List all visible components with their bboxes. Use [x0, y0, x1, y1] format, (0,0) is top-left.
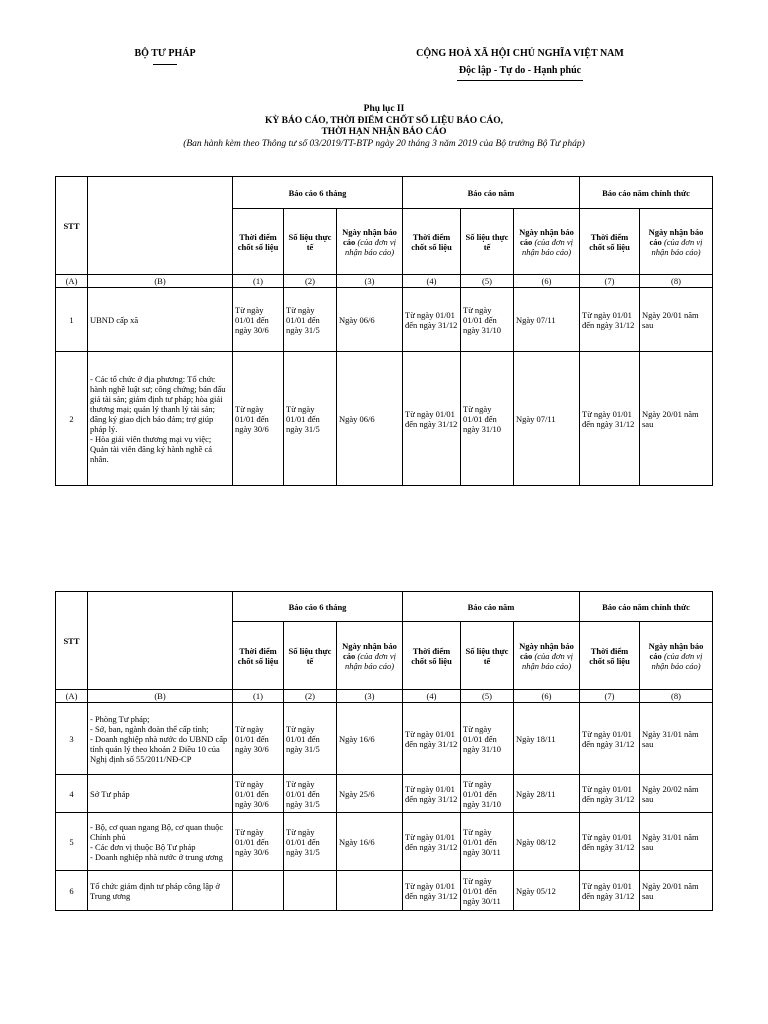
title-line-1: KỲ BÁO CÁO, THỜI ĐIỂM CHỐT SỐ LIỆU BÁO CÁO,	[265, 115, 503, 126]
column-code: (A)	[56, 275, 88, 288]
row-cell-2: Từ ngày 01/01 đến ngày 31/5	[284, 352, 337, 486]
row-cell-6: Ngày 28/11	[514, 775, 580, 813]
row-cell-1: Từ ngày 01/01 đến ngày 30/6	[233, 813, 284, 871]
row-cell-5: Từ ngày 01/01 đến ngày 31/10	[461, 352, 514, 486]
row-cell-1: Từ ngày 01/01 đến ngày 30/6	[233, 352, 284, 486]
column-code: (4)	[403, 690, 461, 703]
col-cutoff-2: Thời điểm chốt số liệu	[403, 622, 461, 690]
row-cell-1	[233, 871, 284, 911]
motto-underline	[457, 80, 583, 81]
column-code: (B)	[88, 690, 233, 703]
appendix-label: Phụ lục II	[363, 104, 405, 114]
row-cell-3: Ngày 06/6	[337, 352, 403, 486]
row-cell-7: Từ ngày 01/01 đến ngày 31/12	[580, 775, 640, 813]
row-stt: 1	[56, 288, 88, 352]
row-cell-5: Từ ngày 01/01 đến ngày 30/11	[461, 871, 514, 911]
row-cell-3	[337, 871, 403, 911]
row-cell-7: Từ ngày 01/01 đến ngày 31/12	[580, 871, 640, 911]
group-annual: Báo cáo năm	[403, 592, 580, 622]
column-code: (8)	[640, 275, 713, 288]
row-stt: 4	[56, 775, 88, 813]
row-cell-4: Từ ngày 01/01 đến ngày 31/12	[403, 775, 461, 813]
ministry-name: BỘ TƯ PHÁP	[134, 48, 196, 59]
row-cell-8: Ngày 20/02 năm sau	[640, 775, 713, 813]
column-code: (4)	[403, 275, 461, 288]
row-stt: 6	[56, 871, 88, 911]
title-subtitle: (Ban hành kèm theo Thông tư số 03/2019/TT-BTP ngày 20 tháng 3 năm 2019 của Bộ trưởng Bộ Tư pháp)	[183, 138, 585, 149]
row-cell-2	[284, 871, 337, 911]
row-cell-2: Từ ngày 01/01 đến ngày 31/5	[284, 813, 337, 871]
row-cell-8: Ngày 20/01 năm sau	[640, 871, 713, 911]
nation-name: CỘNG HOÀ XÃ HỘI CHỦ NGHĨA VIỆT NAM	[416, 48, 624, 59]
column-code-row	[56, 275, 713, 288]
row-cell-8: Ngày 20/01 năm sau	[640, 352, 713, 486]
row-cell-2: Từ ngày 01/01 đến ngày 31/5	[284, 703, 337, 775]
row-cell-5: Từ ngày 01/01 đến ngày 30/11	[461, 813, 514, 871]
row-cell-5: Từ ngày 01/01 đến ngày 31/10	[461, 288, 514, 352]
column-code: (2)	[284, 690, 337, 703]
group-official-annual: Báo cáo năm chính thức	[580, 177, 713, 209]
col-actual-2: Số liệu thực tế	[461, 622, 514, 690]
col-receive-1: Ngày nhận báo cáo (của đơn vị nhận báo cáo)	[337, 622, 403, 690]
col-name-header	[88, 592, 233, 690]
row-cell-3: Ngày 06/6	[337, 288, 403, 352]
column-code: (8)	[640, 690, 713, 703]
col-receive-1: Ngày nhận báo cáo (của đơn vị nhận báo cáo)	[337, 209, 403, 275]
column-code: (1)	[233, 275, 284, 288]
row-cell-8: Ngày 31/01 năm sau	[640, 703, 713, 775]
col-stt: STT	[56, 177, 88, 275]
row-cell-1: Từ ngày 01/01 đến ngày 30/6	[233, 775, 284, 813]
row-cell-4: Từ ngày 01/01 đến ngày 31/12	[403, 288, 461, 352]
ministry-header	[120, 48, 210, 65]
row-cell-1: Từ ngày 01/01 đến ngày 30/6	[233, 703, 284, 775]
table-row	[56, 352, 713, 486]
col-cutoff-3: Thời điểm chốt số liệu	[580, 209, 640, 275]
row-cell-5: Từ ngày 01/01 đến ngày 31/10	[461, 703, 514, 775]
row-stt: 3	[56, 703, 88, 775]
table-row	[56, 871, 713, 911]
row-cell-6: Ngày 05/12	[514, 871, 580, 911]
col-actual-1: Số liệu thực tế	[284, 622, 337, 690]
column-code: (7)	[580, 690, 640, 703]
ministry-underline	[153, 64, 177, 65]
row-cell-4: Từ ngày 01/01 đến ngày 31/12	[403, 871, 461, 911]
row-cell-7: Từ ngày 01/01 đến ngày 31/12	[580, 703, 640, 775]
row-cell-1: Từ ngày 01/01 đến ngày 30/6	[233, 288, 284, 352]
row-cell-3: Ngày 25/6	[337, 775, 403, 813]
column-code: (A)	[56, 690, 88, 703]
column-code: (5)	[461, 275, 514, 288]
col-actual-2: Số liệu thực tế	[461, 209, 514, 275]
row-cell-7: Từ ngày 01/01 đến ngày 31/12	[580, 288, 640, 352]
col-cutoff-1: Thời điểm chốt số liệu	[233, 209, 284, 275]
col-cutoff-3: Thời điểm chốt số liệu	[580, 622, 640, 690]
row-cell-5: Từ ngày 01/01 đến ngày 31/10	[461, 775, 514, 813]
report-schedule-table-2	[55, 591, 713, 911]
column-code: (5)	[461, 690, 514, 703]
column-code: (6)	[514, 690, 580, 703]
col-receive-2: Ngày nhận báo cáo (của đơn vị nhận báo cáo)	[514, 209, 580, 275]
row-cell-7: Từ ngày 01/01 đến ngày 31/12	[580, 813, 640, 871]
column-code: (3)	[337, 690, 403, 703]
row-cell-6: Ngày 07/11	[514, 288, 580, 352]
group-6-month: Báo cáo 6 tháng	[233, 592, 403, 622]
table-row	[56, 775, 713, 813]
row-cell-6: Ngày 07/11	[514, 352, 580, 486]
col-stt: STT	[56, 592, 88, 690]
row-cell-6: Ngày 18/11	[514, 703, 580, 775]
col-receive-3: Ngày nhận báo cáo (của đơn vị nhận báo cáo)	[640, 622, 713, 690]
row-cell-3: Ngày 16/6	[337, 813, 403, 871]
document-title	[0, 104, 768, 150]
col-actual-1: Số liệu thực tế	[284, 209, 337, 275]
national-motto: Độc lập - Tự do - Hạnh phúc	[458, 65, 582, 76]
column-code: (B)	[88, 275, 233, 288]
row-entity-name: - Bộ, cơ quan ngang Bộ, cơ quan thuộc Chính phủ - Các đơn vị thuộc Bộ Tư pháp - Doanh nghiệp nhà nước ở trung ương	[88, 813, 233, 871]
column-code-row	[56, 690, 713, 703]
row-cell-3: Ngày 16/6	[337, 703, 403, 775]
column-code: (7)	[580, 275, 640, 288]
row-cell-8: Ngày 20/01 năm sau	[640, 288, 713, 352]
column-code: (3)	[337, 275, 403, 288]
table-row	[56, 703, 713, 775]
row-entity-name: Tổ chức giám định tư pháp công lập ở Trung ương	[88, 871, 233, 911]
group-official-annual: Báo cáo năm chính thức	[580, 592, 713, 622]
row-cell-2: Từ ngày 01/01 đến ngày 31/5	[284, 288, 337, 352]
col-receive-3: Ngày nhận báo cáo (của đơn vị nhận báo cáo)	[640, 209, 713, 275]
row-entity-name: Sở Tư pháp	[88, 775, 233, 813]
row-cell-8: Ngày 31/01 năm sau	[640, 813, 713, 871]
table-row	[56, 813, 713, 871]
col-cutoff-1: Thời điểm chốt số liệu	[233, 622, 284, 690]
table-row	[56, 288, 713, 352]
row-stt: 5	[56, 813, 88, 871]
row-cell-4: Từ ngày 01/01 đến ngày 31/12	[403, 703, 461, 775]
column-code: (1)	[233, 690, 284, 703]
title-line-2: THỜI HẠN NHẬN BÁO CÁO	[321, 127, 447, 137]
group-annual: Báo cáo năm	[403, 177, 580, 209]
col-receive-2: Ngày nhận báo cáo (của đơn vị nhận báo cáo)	[514, 622, 580, 690]
row-entity-name: - Các tổ chức ở địa phương: Tổ chức hành nghề luật sư; công chứng; bán đấu giá tài sản; giám định tư pháp; hòa giải thương mại; quản lý thanh lý tài sản; đăng ký giao dịch bảo đảm; trợ giúp pháp lý. - Hòa giải viên thương mại vụ việc; Quản tài viên đăng ký hành nghề cá nhân.	[88, 352, 233, 486]
row-cell-2: Từ ngày 01/01 đến ngày 31/5	[284, 775, 337, 813]
row-stt: 2	[56, 352, 88, 486]
column-code: (2)	[284, 275, 337, 288]
row-entity-name: - Phòng Tư pháp; - Sở, ban, ngành đoàn thể cấp tỉnh; - Doanh nghiệp nhà nước do UBND cấp tỉnh quản lý theo khoản 2 Điều 10 của Nghị định số 55/2011/NĐ-CP	[88, 703, 233, 775]
row-cell-7: Từ ngày 01/01 đến ngày 31/12	[580, 352, 640, 486]
col-name-header	[88, 177, 233, 275]
col-cutoff-2: Thời điểm chốt số liệu	[403, 209, 461, 275]
column-code: (6)	[514, 275, 580, 288]
group-6-month: Báo cáo 6 tháng	[233, 177, 403, 209]
row-cell-4: Từ ngày 01/01 đến ngày 31/12	[403, 352, 461, 486]
row-cell-6: Ngày 08/12	[514, 813, 580, 871]
national-header	[370, 48, 670, 81]
row-cell-4: Từ ngày 01/01 đến ngày 31/12	[403, 813, 461, 871]
report-schedule-table-1	[55, 176, 713, 486]
row-entity-name: UBND cấp xã	[88, 288, 233, 352]
